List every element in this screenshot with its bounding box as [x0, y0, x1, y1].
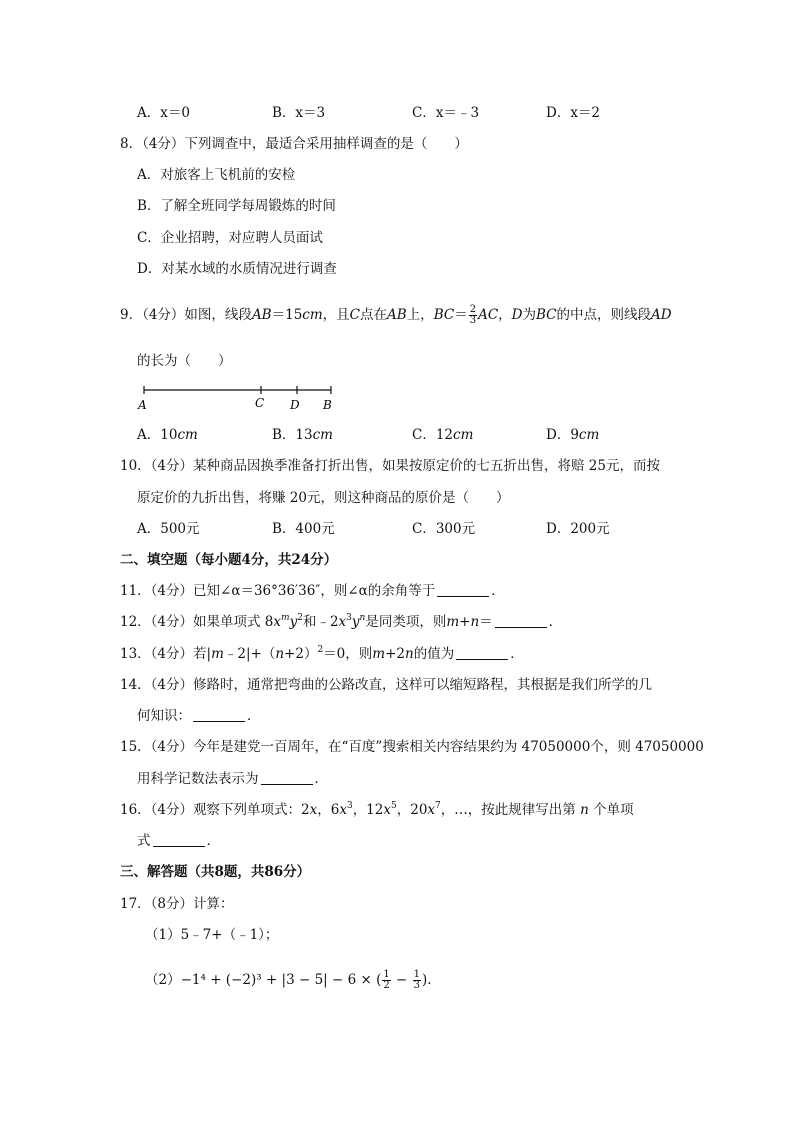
q9-option-c: C．12cm	[412, 427, 474, 443]
fraction-half: $\frac{1}{2}$	[383, 969, 390, 991]
section-heading-answers: 三、解答题（共8题，共86分）	[120, 864, 311, 880]
q7-option-a: A．x＝0	[137, 105, 190, 121]
q7-option-b: B．x＝3	[272, 105, 326, 121]
q10-line2: 原定价的九折出售，将赚 20元，则这种商品的原价是（ ）	[137, 490, 510, 506]
fraction-third: $\frac{1}{3}$	[413, 969, 421, 991]
q9-stem: 9．（4分）如图，线段AB＝15cm，且C点在AB上，BC＝ $\frac{2}{3}$ AC，D为BC的中点，则线段AD	[120, 304, 672, 326]
label-a: A	[138, 398, 147, 412]
q9-option-a: A．10cm	[137, 427, 198, 443]
q12: 12．（4分）如果单项式 $8x^my^2$和$﹣2x^3y^n$是同类项，则m+n＝ ．	[120, 613, 563, 630]
q15-line2: 用科学记数法表示为 ．	[137, 771, 328, 787]
segment-figure	[135, 382, 345, 416]
q10-option-d: D．200元	[546, 521, 610, 537]
q9-option-b: B．13cm	[272, 427, 333, 443]
q16-line2: 式 ．	[137, 833, 220, 849]
q8-option-d: D．对某水域的水质情况进行调查	[137, 261, 337, 277]
answer-blank	[193, 709, 245, 722]
label-c: C	[255, 396, 265, 410]
q14-line2: 何知识： ．	[137, 708, 261, 724]
answer-blank	[153, 834, 205, 847]
q9-option-d: D．9cm	[546, 427, 600, 443]
section-heading-fill-blank: 二、填空题（每小题4分，共24分）	[120, 552, 338, 568]
q8-stem: 8．（4分）下列调查中，最适合采用抽样调查的是（ ）	[120, 136, 468, 152]
answer-blank	[437, 584, 489, 597]
label-b: B	[323, 398, 332, 412]
q7-option-c: C．x＝﹣3	[412, 105, 480, 121]
q10-option-c: C．300元	[412, 521, 476, 537]
q10-option-b: B．400元	[272, 521, 335, 537]
q8-option-a: A．对旅客上飞机前的安检	[137, 167, 296, 183]
q10-option-a: A．500元	[137, 521, 200, 537]
q10-line1: 10．（4分）某种商品因换季准备打折出售，如果按原定价的七五折出售，将赔 25元，而按	[120, 458, 660, 474]
q7-option-d: D．x＝2	[546, 105, 601, 121]
answer-blank	[456, 647, 508, 660]
q15-line1: 15．（4分）今年是建党一百周年，在“百度”搜索相关内容结果约为 47050000个，则 47050000	[120, 739, 704, 755]
fraction: $\frac{2}{3}$	[469, 304, 477, 326]
q17-part1: （1）5﹣7+（﹣1）；	[145, 927, 279, 943]
q11: 11．（4分）已知∠α＝36°36′36″，则∠α的余角等于 ．	[120, 583, 505, 599]
answer-blank	[261, 772, 313, 785]
answer-blank	[495, 615, 547, 628]
q13: 13．（4分）若$|m﹣2|+(n+2)^2=0$，则m+2n的值为 ．	[120, 645, 524, 662]
q8-option-c: C．企业招聘，对应聘人员面试	[137, 230, 323, 246]
q16-line1: 16．（4分）观察下列单项式：2x，$6x^3$，$12x^5$，$20x^7$，…，按此规律写出第 n 个单项	[120, 801, 634, 818]
q9-stem-cont: 的长为（ ）	[137, 353, 232, 369]
label-d: D	[290, 398, 300, 412]
q14-line1: 14．（4分）修路时，通常把弯曲的公路改直，这样可以缩短路程，其根据是我们所学的几	[120, 677, 653, 693]
q17-part2: （2）−1⁴ + (−2)³ + |3 − 5| − 6 × ( $\frac{1}{2}$ − $\frac{1}{3}$ ).	[145, 969, 432, 991]
q17-stem: 17．（8分）计算：	[120, 896, 234, 912]
q8-option-b: B．了解全班同学每周锻炼的时间	[137, 198, 336, 214]
